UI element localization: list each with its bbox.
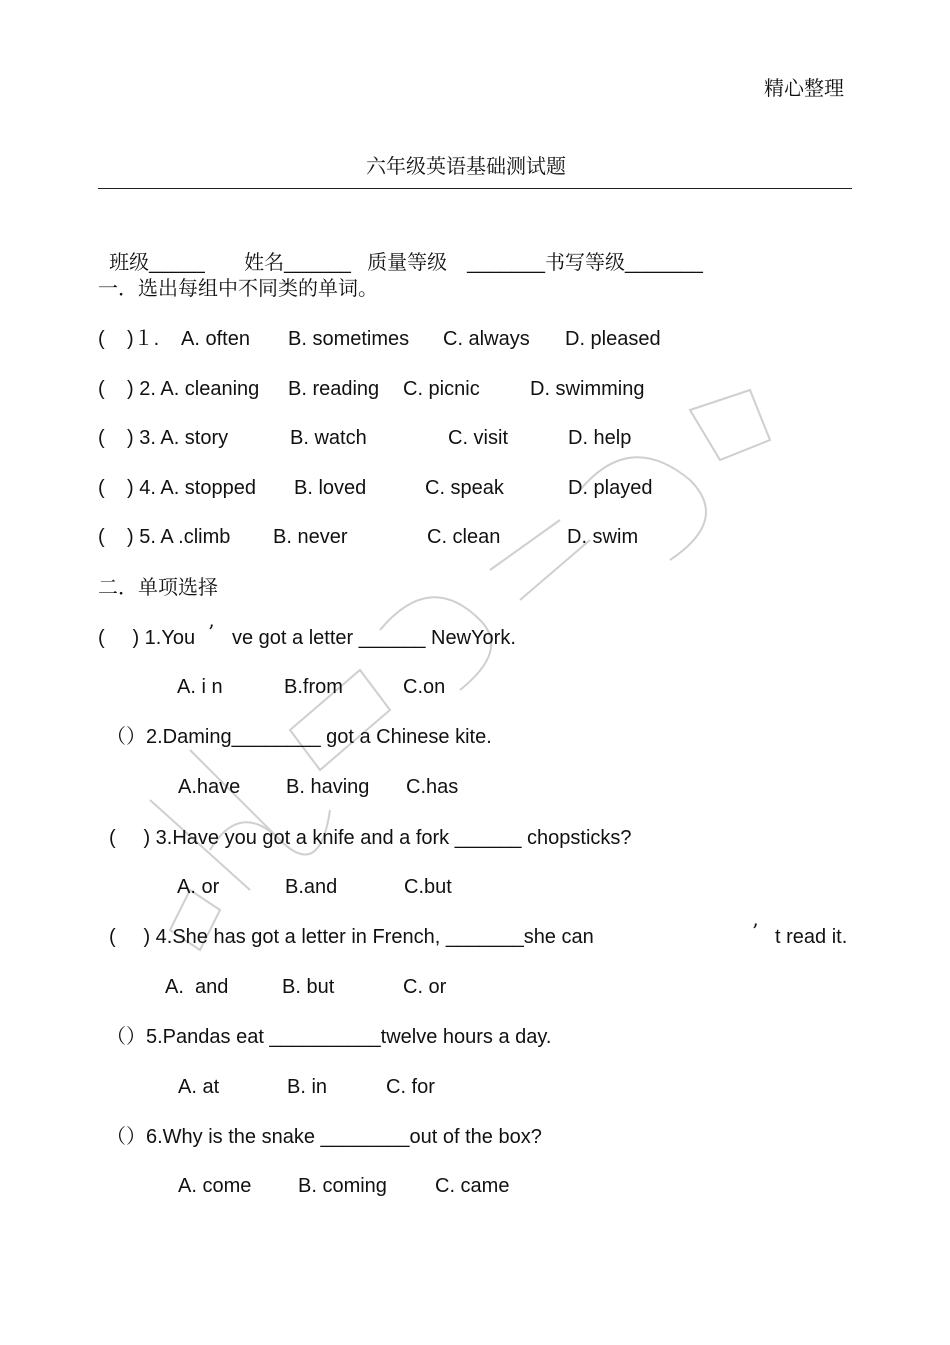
question-stem: （）2.Daming________ got a Chinese kite. [106, 726, 492, 748]
option-d: D. swim [567, 526, 639, 548]
question-stem: （）5.Pandas eat __________twelve hours a day. [106, 1026, 552, 1048]
option-c: C. visit [448, 427, 508, 449]
option-c: C.on [403, 676, 446, 698]
option-b: B. loved [294, 477, 367, 499]
title-rule [98, 188, 852, 189]
watermark-stamp [130, 370, 830, 970]
answer-paren[interactable]: ( [98, 328, 105, 350]
apostrophe: ’ [752, 919, 759, 943]
option-a: A. i n [177, 676, 223, 698]
option-a: A. often [181, 328, 250, 350]
option-a: A. come [178, 1175, 252, 1197]
option-b: B. but [282, 976, 335, 998]
name-blank[interactable]: ______ [284, 252, 351, 274]
option-c: C. always [443, 328, 530, 350]
item-number: )１. [127, 328, 160, 350]
quality-blank[interactable]: _______ [467, 252, 545, 274]
item-number: ) 4. A. stopped [127, 477, 256, 499]
option-c: C. came [435, 1175, 510, 1197]
class-label: 班级 [109, 250, 150, 274]
option-b: B. coming [298, 1175, 387, 1197]
question-stem: ( ) 4.She has got a letter in French, _______she can [109, 926, 594, 948]
answer-paren[interactable]: ( [98, 526, 105, 548]
option-a: A. and [165, 976, 229, 998]
section2-heading: 二．单项选择 [98, 575, 218, 599]
option-b: B. never [273, 526, 348, 548]
option-b: B. watch [290, 427, 367, 449]
option-b: B. reading [288, 378, 380, 400]
section1-heading: 一．选出每组中不同类的单词。 [98, 276, 378, 300]
option-c: C.but [404, 876, 452, 898]
name-label: 姓名 [244, 250, 285, 274]
answer-paren[interactable]: ( [98, 378, 105, 400]
page-title: 六年级英语基础测试题 [366, 154, 566, 178]
info-line [98, 226, 205, 275]
answer-paren[interactable]: ( [98, 427, 105, 449]
option-c: C. picnic [403, 378, 480, 400]
question-stem: ( ) 3.Have you got a knife and a fork ______ chopsticks? [109, 827, 632, 849]
option-a: A.have [178, 776, 241, 798]
item-number: ) 5. A .climb [127, 526, 231, 548]
option-a: A. at [178, 1076, 220, 1098]
item-number: ) 2. A. cleaning [127, 378, 260, 400]
writing-label: 书写等级 [545, 250, 625, 274]
option-b: B.and [285, 876, 338, 898]
quality-label: 质量等级 [367, 250, 448, 274]
question-stem: （）6.Why is the snake ________out of the box? [106, 1126, 542, 1148]
option-d: D. help [568, 427, 632, 449]
option-c: C.has [406, 776, 459, 798]
apostrophe: ’ [208, 620, 215, 644]
question-stem: ( ) 1.You [98, 627, 196, 649]
option-d: D. pleased [565, 328, 661, 350]
option-b: B. sometimes [288, 328, 410, 350]
question-stem-cont: ve got a letter ______ NewYork. [232, 627, 516, 649]
option-a: A. or [177, 876, 220, 898]
option-c: C. for [386, 1076, 435, 1098]
option-d: D. swimming [530, 378, 645, 400]
option-b: B. in [287, 1076, 328, 1098]
option-c: C. speak [425, 477, 504, 499]
class-blank[interactable]: _____ [149, 252, 205, 274]
option-d: D. played [568, 477, 653, 499]
header-corner-label: 精心整理 [764, 76, 844, 100]
item-number: ) 3. A. story [127, 427, 229, 449]
option-b: B. having [286, 776, 370, 798]
answer-paren[interactable]: ( [98, 477, 105, 499]
writing-blank[interactable]: _______ [625, 252, 703, 274]
option-b: B.from [284, 676, 343, 698]
question-stem-cont: t read it. [775, 926, 848, 948]
option-c: C. or [403, 976, 447, 998]
option-c: C. clean [427, 526, 501, 548]
